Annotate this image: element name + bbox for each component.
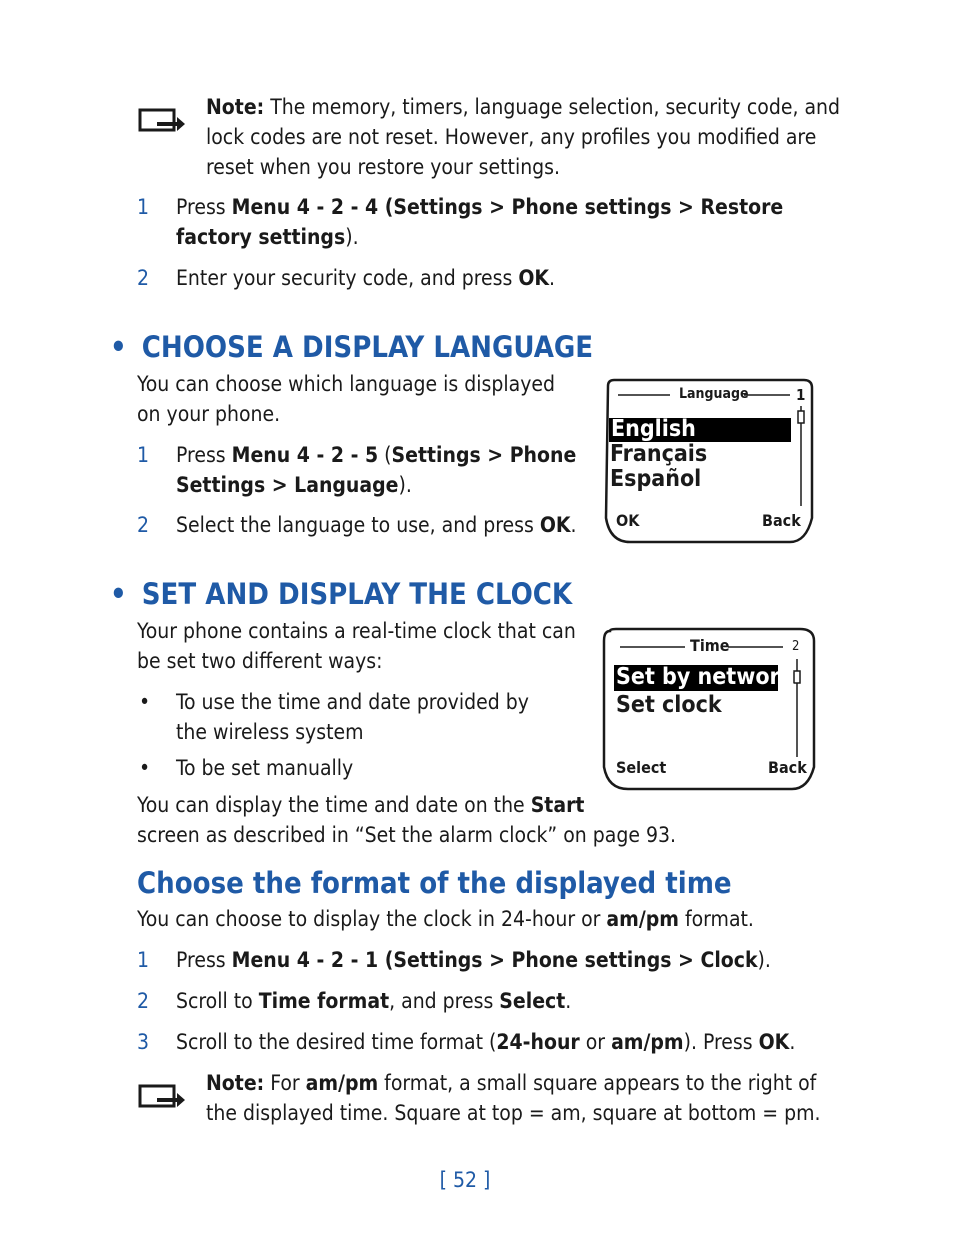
- step-number: 1: [137, 195, 150, 219]
- intro-line2: on your phone.: [137, 402, 281, 426]
- step-menu-path: Settings > Phone: [391, 443, 577, 467]
- clock-bullet-2: [176, 753, 576, 783]
- format-step-3: [176, 1027, 856, 1057]
- note-text-line3: reset when you restore your settings.: [206, 155, 561, 179]
- step-text-end: ).: [345, 225, 359, 249]
- bullet-mark: •: [139, 756, 151, 780]
- language-intro: [137, 369, 577, 429]
- menu-item-espanol[interactable]: Español: [610, 466, 702, 492]
- step-menu-path-cont: factory settings: [176, 225, 346, 249]
- step-number: 3: [137, 1030, 150, 1054]
- subsection-heading-format: Choose the format of the displayed time: [137, 866, 732, 900]
- intro-text: You can choose to display the clock in 24-hour or: [137, 907, 607, 931]
- intro-line1: You can choose which language is displayed: [137, 372, 555, 396]
- soft-key-ok[interactable]: OK: [616, 511, 640, 530]
- bullet-line2: the wireless system: [176, 720, 364, 744]
- option-24-hour: 24-hour: [496, 1030, 580, 1054]
- step-menu-path: Menu 4 - 2 - 5: [231, 443, 379, 467]
- note-label: Note:: [206, 1071, 265, 1095]
- restore-step-2: [176, 263, 816, 293]
- intro-ampm: am/pm: [606, 907, 679, 931]
- heading-title: SET AND DISPLAY THE CLOCK: [141, 577, 573, 611]
- note-restore: [206, 92, 846, 182]
- para-start: Start: [530, 793, 585, 817]
- step-text: (: [378, 443, 392, 467]
- intro-text-end: format.: [678, 907, 754, 931]
- note-text-line2: lock codes are not reset. However, any profiles you modified are: [206, 125, 817, 149]
- format-step-2: [176, 986, 836, 1016]
- step-text: Scroll to: [176, 989, 259, 1013]
- step-text-end: .: [570, 513, 577, 537]
- format-intro: [137, 904, 837, 934]
- step-text: Press: [176, 443, 232, 467]
- note-text-line1: The memory, timers, language selection, security code, and: [264, 95, 841, 119]
- note-ampm: [206, 1068, 846, 1128]
- ok-key-label: OK: [539, 513, 571, 537]
- step-text-end: .: [789, 1030, 796, 1054]
- menu-item-set-by-network[interactable]: Set by network: [616, 664, 794, 690]
- bullet-mark: •: [139, 690, 151, 714]
- step-menu-path: Menu 4 - 2 - 1 (Settings > Phone settings > Clock: [231, 948, 758, 972]
- section-heading-clock: [110, 577, 572, 611]
- heading-bullet: •: [110, 577, 127, 611]
- section-heading-language: [110, 330, 593, 364]
- intro-line1: Your phone contains a real-time clock that can: [137, 619, 576, 643]
- step-text-end: ).: [757, 948, 771, 972]
- step-text-end: ).: [398, 473, 412, 497]
- note-label: Note:: [206, 95, 265, 119]
- page-number: [ 52 ]: [439, 1168, 491, 1192]
- screen-title: Time: [690, 636, 730, 655]
- phone-screen-time: [600, 627, 818, 793]
- step-menu-path: Settings > Language: [176, 473, 399, 497]
- heading-title: CHOOSE A DISPLAY LANGUAGE: [141, 330, 594, 364]
- phone-screen-language: [600, 378, 818, 546]
- soft-key-back[interactable]: Back: [762, 511, 801, 530]
- step-number: 1: [137, 443, 150, 467]
- bullet-line1: To be set manually: [176, 756, 354, 780]
- note-ampm-term: am/pm: [305, 1071, 379, 1095]
- step-number: 2: [137, 513, 150, 537]
- step-text: , and press: [389, 989, 500, 1013]
- step-text: Enter your security code, and press: [176, 266, 519, 290]
- step-text: Press: [176, 195, 232, 219]
- step-text: or: [579, 1030, 612, 1054]
- option-ampm: am/pm: [611, 1030, 684, 1054]
- para-text: You can display the time and date on the: [137, 793, 531, 817]
- note-text: For: [264, 1071, 306, 1095]
- note-icon: [137, 1076, 187, 1110]
- soft-key-back[interactable]: Back: [768, 758, 807, 777]
- restore-step-1: [176, 192, 816, 252]
- clock-intro: [137, 616, 577, 676]
- screen-index: 2: [792, 639, 800, 654]
- language-step-1: [176, 440, 596, 500]
- step-number: 1: [137, 948, 150, 972]
- para-line2: screen as described in “Set the alarm clock” on page 93.: [137, 823, 676, 847]
- language-step-2: [176, 510, 596, 540]
- step-option: Time format: [258, 989, 390, 1013]
- select-key-label: Select: [499, 989, 566, 1013]
- step-text: Press: [176, 948, 232, 972]
- step-text-end: .: [565, 989, 572, 1013]
- step-text: Scroll to the desired time format (: [176, 1030, 497, 1054]
- bullet-line1: To use the time and date provided by: [176, 690, 529, 714]
- soft-key-select[interactable]: Select: [616, 758, 667, 777]
- screen-title: Language: [679, 386, 749, 402]
- clock-para: [137, 790, 757, 850]
- menu-item-francais[interactable]: Français: [610, 441, 708, 467]
- step-number: 2: [137, 266, 150, 290]
- format-step-1: [176, 945, 836, 975]
- step-menu-path: Menu 4 - 2 - 4 (Settings > Phone settings > Restore: [231, 195, 784, 219]
- note-text-line2: the displayed time. Square at top = am, square at bottom = pm.: [206, 1101, 821, 1125]
- menu-item-english[interactable]: English: [611, 416, 696, 442]
- heading-bullet: •: [110, 330, 127, 364]
- note-text: format, a small square appears to the right of: [378, 1071, 817, 1095]
- screen-index: 1: [796, 386, 806, 404]
- ok-key-label: OK: [518, 266, 550, 290]
- step-text: Select the language to use, and press: [176, 513, 540, 537]
- intro-line2: be set two different ways:: [137, 649, 383, 673]
- step-text: ). Press: [683, 1030, 759, 1054]
- clock-bullet-1: [176, 687, 576, 747]
- step-text-end: .: [549, 266, 556, 290]
- note-icon: [137, 100, 187, 134]
- ok-key-label: OK: [758, 1030, 790, 1054]
- menu-item-set-clock[interactable]: Set clock: [616, 692, 722, 718]
- step-number: 2: [137, 989, 150, 1013]
